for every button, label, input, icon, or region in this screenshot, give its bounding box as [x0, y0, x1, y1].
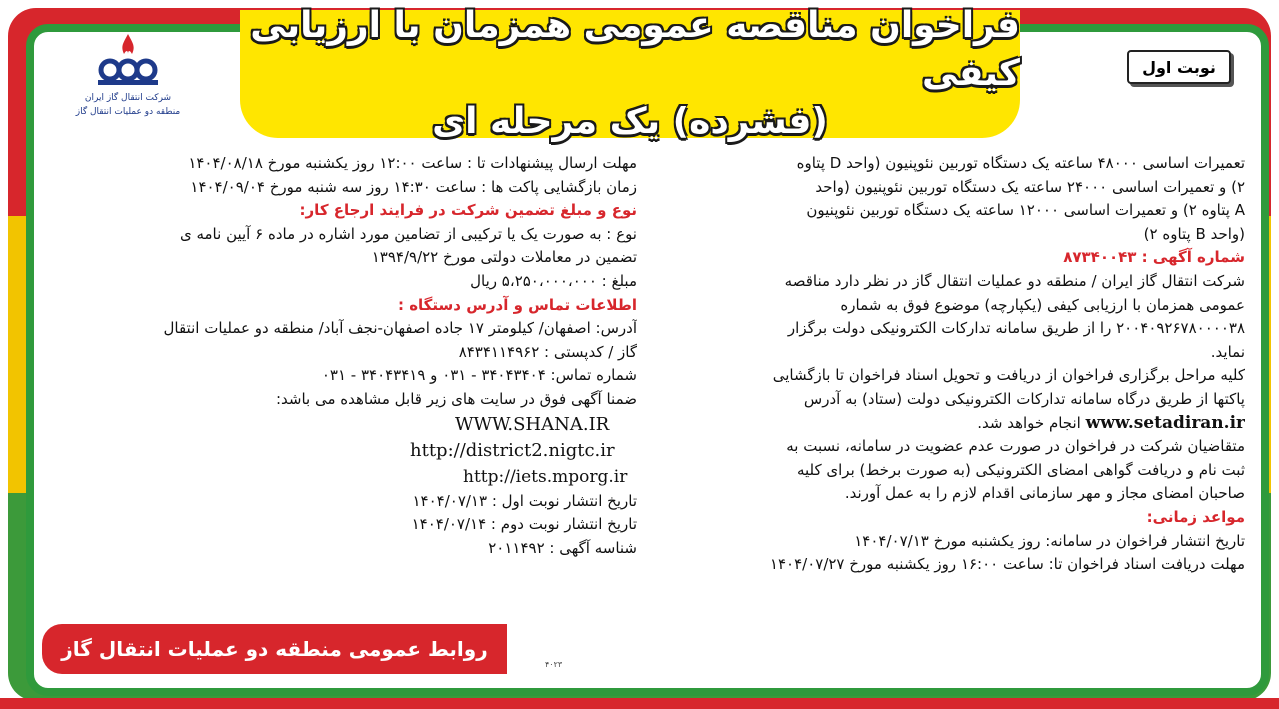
ad-number: شماره آگهی : ۸۷۳۴۰۰۴۳ [1063, 248, 1245, 267]
title-line-2: (فشرده) یک مرحله ای [432, 101, 828, 142]
intro-line: تعمیرات اساسی ۴۸۰۰۰ ساعته یک دستگاه توربین نئوپنیون (واحد D پتاوه [796, 154, 1245, 172]
timing-line: مهلت دریافت اسناد فراخوان تا: ساعت ۱۶:۰۰ روز یکشنبه مورخ ۱۴۰۴/۰۷/۲۷ [769, 555, 1245, 574]
body-line: کلیه مراحل برگزاری فراخوان از دریافت و تحویل اسناد فراخوان تا بازگشایی [772, 366, 1245, 385]
right-column [655, 152, 1245, 577]
guarantee-heading: نوع و مبلغ تضمین شرکت در فرایند ارجاع کار: [299, 201, 637, 220]
page-number: ۴۰۲۳ [545, 660, 563, 669]
url-link[interactable]: WWW.SHANA.IR [455, 413, 610, 435]
setad-line [655, 412, 1245, 436]
body-line: متقاضیان شرکت در فراخوان در صورت عدم عضویت در سامانه، نسبت به [786, 437, 1245, 456]
url-link[interactable]: http://iets.mporg.ir [463, 466, 628, 487]
timing-line: تاریخ انتشار فراخوان در سامانه: روز یکشنبه مورخ ۱۴۰۴/۰۷/۱۳ [854, 531, 1245, 550]
body-line: شرکت انتقال گاز ایران / منطقه دو عملیات انتقال گاز در نظر دارد مناقصه [784, 271, 1245, 290]
flame-logo-icon [88, 30, 168, 90]
title-line-1: فراخوان مناقصه عمومی همزمان با ارزیابی کیفی [250, 5, 1020, 94]
bottom-red-strip [0, 698, 1279, 709]
publish-line: شناسه آگهی : ۲۰۱۱۴۹۲ [488, 538, 637, 557]
body-line: ثبت نام و دریافت گواهی امضای الکترونیکی (به صورت برخط) برای کلیه [796, 460, 1245, 479]
contact-line: ضمنا آگهی فوق در سایت های زیر قابل مشاهده می باشد: [275, 389, 637, 408]
guarantee-line: مبلغ : ۵،۲۵۰،۰۰۰،۰۰۰ ریال [470, 271, 637, 290]
guarantee-line: نوع : به صورت یک یا ترکیبی از تضامین مورد اشاره در ماده ۶ آیین نامه ی [179, 224, 637, 243]
round-badge: نوبت اول [1127, 50, 1231, 84]
footer-banner: روابط عمومی منطقه دو عملیات انتقال گاز [42, 624, 507, 674]
contact-line: آدرس: اصفهان/ کیلومتر ۱۷ جاده اصفهان-نجف آباد/ منطقه دو عملیات انتقال [163, 319, 637, 338]
intro-line: ۲) و تعمیرات اساسی ۲۴۰۰۰ ساعته یک دستگاه توربین نئوپنیون (واحد [815, 177, 1245, 196]
body-line: ۲۰۰۴۰۹۲۶۷۸۰۰۰۰۳۸ را از طریق سامانه تدارکات الکترونیکی دولت برگزار [787, 319, 1245, 338]
intro-line: (واحد B پتاوه ۲) [1143, 224, 1245, 243]
timing-heading: مواعد زمانی: [1146, 507, 1245, 526]
body-line: عمومی همزمان با ارزیابی کیفی (یکپارچه) موضوع فوق به شماره [840, 295, 1245, 314]
body-line: پاکتها از طریق درگاه سامانه تدارکات الکترونیکی دولت (ستاد) به آدرس [803, 389, 1245, 408]
publish-line: تاریخ انتشار نوبت دوم : ۱۴۰۴/۰۷/۱۴ [411, 515, 637, 534]
url-link[interactable]: http://district2.nigtc.ir [410, 439, 615, 461]
intro-line: A پتاوه ۲) و تعمیرات اساسی ۱۲۰۰۰ ساعته یک دستگاه توربین نئوپنیون [806, 201, 1245, 220]
body-line: نماید. [1210, 342, 1245, 361]
logo-text-1: شرکت انتقال گاز ایران [84, 93, 172, 103]
logo-text-2: منطقه دو عملیات انتقال گاز [75, 107, 181, 117]
setad-suffix: انجام خواهد شد. [977, 413, 1081, 432]
company-logo [72, 30, 184, 130]
left-column [40, 152, 637, 560]
title-banner [240, 5, 1020, 142]
contact-heading: اطلاعات تماس و آدرس دستگاه : [397, 295, 637, 314]
contact-line: شماره تماس: ۳۴۰۴۳۴۰۴ - ۰۳۱ و ۳۴۰۴۳۴۱۹ - ۰۳۱ [321, 366, 637, 385]
deadline-line: زمان بازگشایی پاکت ها : ساعت ۱۴:۳۰ روز سه شنبه مورخ ۱۴۰۴/۰۹/۰۴ [190, 177, 637, 196]
body-line: صاحبان امضای مجاز و مهر سازمانی اقدام لازم را به عمل آورند. [844, 484, 1245, 503]
contact-line: گاز / کدپستی : ۸۴۳۴۱۱۴۹۶۲ [458, 342, 637, 361]
publish-line: تاریخ انتشار نوبت اول : ۱۴۰۴/۰۷/۱۳ [412, 491, 637, 510]
setad-link[interactable]: www.setadiran.ir [1085, 412, 1245, 433]
deadline-line: مهلت ارسال پیشنهادات تا : ساعت ۱۲:۰۰ روز یکشنبه مورخ ۱۴۰۴/۰۸/۱۸ [188, 154, 637, 172]
guarantee-line: تضمین در معاملات دولتی مورخ ۱۳۹۴/۹/۲۲ [371, 248, 637, 267]
